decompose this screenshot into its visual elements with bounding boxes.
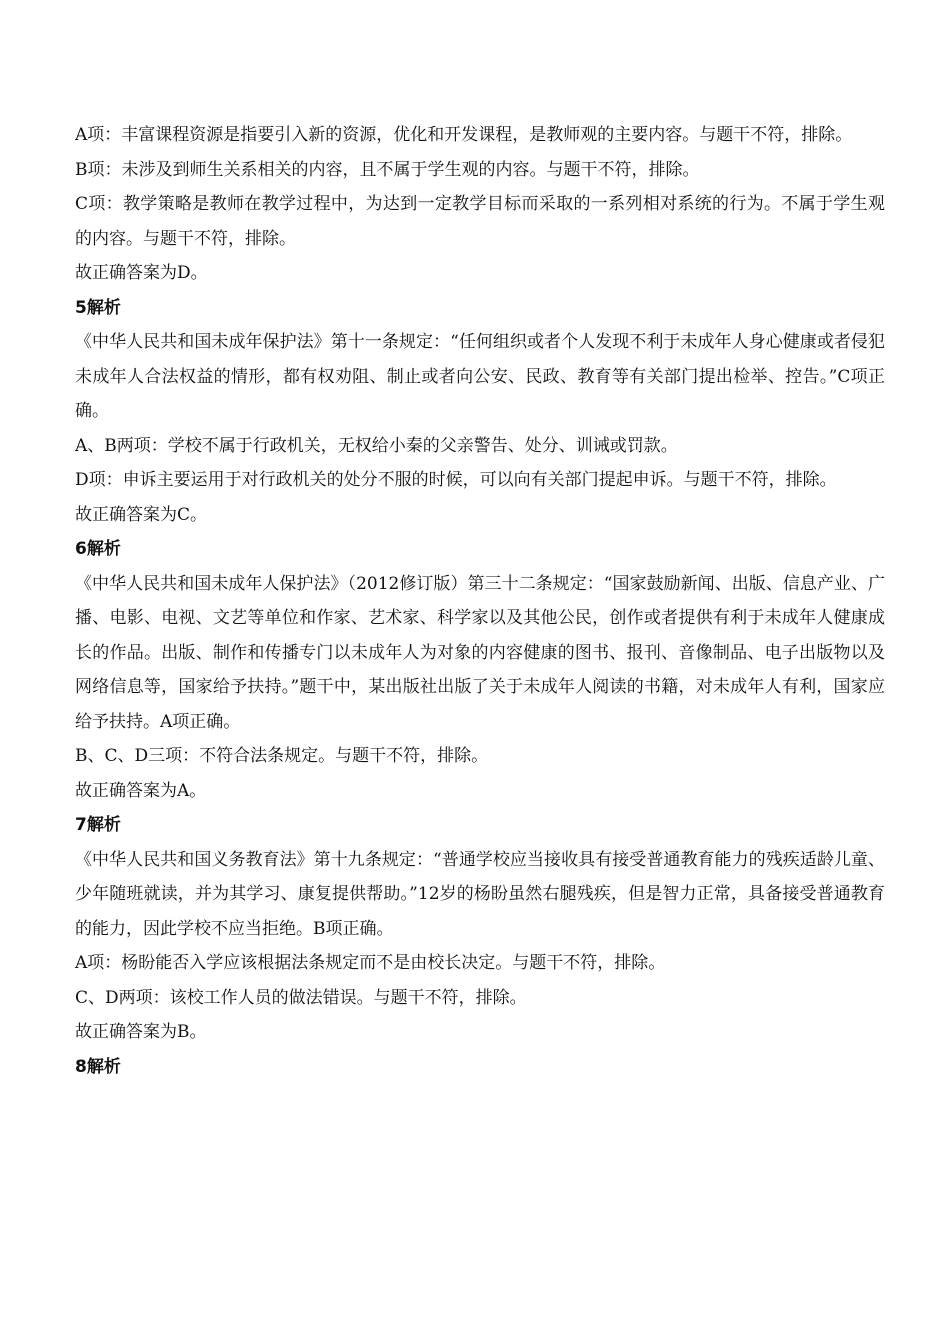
paragraph: A项：丰富课程资源是指要引入新的资源，优化和开发课程，是教师观的主要内容。与题干不符，排除。 <box>75 125 853 145</box>
section-7 <box>75 808 885 1050</box>
document-page <box>75 118 885 1084</box>
paragraph: A项：杨盼能否入学应该根据法条规定而不是由校长决定。与题干不符，排除。 <box>75 953 666 973</box>
answer-line: 故正确答案为A。 <box>75 780 207 801</box>
section-heading: 8解析 <box>75 1056 121 1077</box>
answer-line: 故正确答案为B。 <box>75 1022 207 1042</box>
section-heading: 6解析 <box>75 539 121 559</box>
section-heading: 7解析 <box>75 815 121 835</box>
section-heading: 5解析 <box>75 297 121 318</box>
paragraph: C、D两项：该校工作人员的做法错误。与题干不符，排除。 <box>75 987 527 1008</box>
paragraph: D项：申诉主要运用于对行政机关的处分不服的时候，可以向有关部门提起申诉。与题干不符，排除。 <box>75 470 837 490</box>
paragraph: B、C、D三项：不符合法条规定。与题干不符，排除。 <box>75 746 489 766</box>
paragraph: B项：未涉及到师生关系相关的内容，且不属于学生观的内容。与题干不符，排除。 <box>75 159 700 180</box>
section-8 <box>75 1050 885 1085</box>
paragraph: 《中华人民共和国义务教育法》第十九条规定：“普通学校应当接收具有接受普通教育能力的残疾适龄儿童、少年随班就读，并为其学习、康复提供帮助。”12岁的杨盼虽然右腿残疾，但是智力正常，具备接受普通教育的能力，因此学校不应当拒绝。B项正确。 <box>75 849 885 939</box>
section-4-tail <box>75 118 885 291</box>
paragraph: 《中华人民共和国未成年保护法》第十一条规定：“任何组织或者个人发现不利于未成年人身心健康或者侵犯未成年人合法权益的情形，都有权劝阻、制止或者向公安、民政、教育等有关部门提出检举、控告。”C项正确。 <box>75 332 885 421</box>
paragraph: A、B两项：学校不属于行政机关，无权给小秦的父亲警告、处分、训诫或罚款。 <box>75 435 678 456</box>
answer-line: 故正确答案为C。 <box>75 504 208 525</box>
paragraph: 《中华人民共和国未成年人保护法》（2012修订版）第三十二条规定：“国家鼓励新闻、出版、信息产业、广播、电影、电视、文艺等单位和作家、艺术家、科学家以及其他公民，创作或者提供有利于未成年人健康成长的作品。出版、制作和传播专门以未成年人为对象的内容健康的图书、报刊、音像制品、电子出版物以及网络信息等，国家给予扶持。”题干中，某出版社出版了关于未成年人阅读的书籍，对未成年人有利，国家应给予扶持。A项正确。 <box>75 573 885 732</box>
section-5 <box>75 291 885 533</box>
paragraph: C项：教学策略是教师在教学过程中，为达到一定教学目标而采取的一系列相对系统的行为。不属于学生观的内容。与题干不符，排除。 <box>75 194 885 249</box>
section-6 <box>75 532 885 808</box>
answer-line: 故正确答案为D。 <box>75 263 208 283</box>
